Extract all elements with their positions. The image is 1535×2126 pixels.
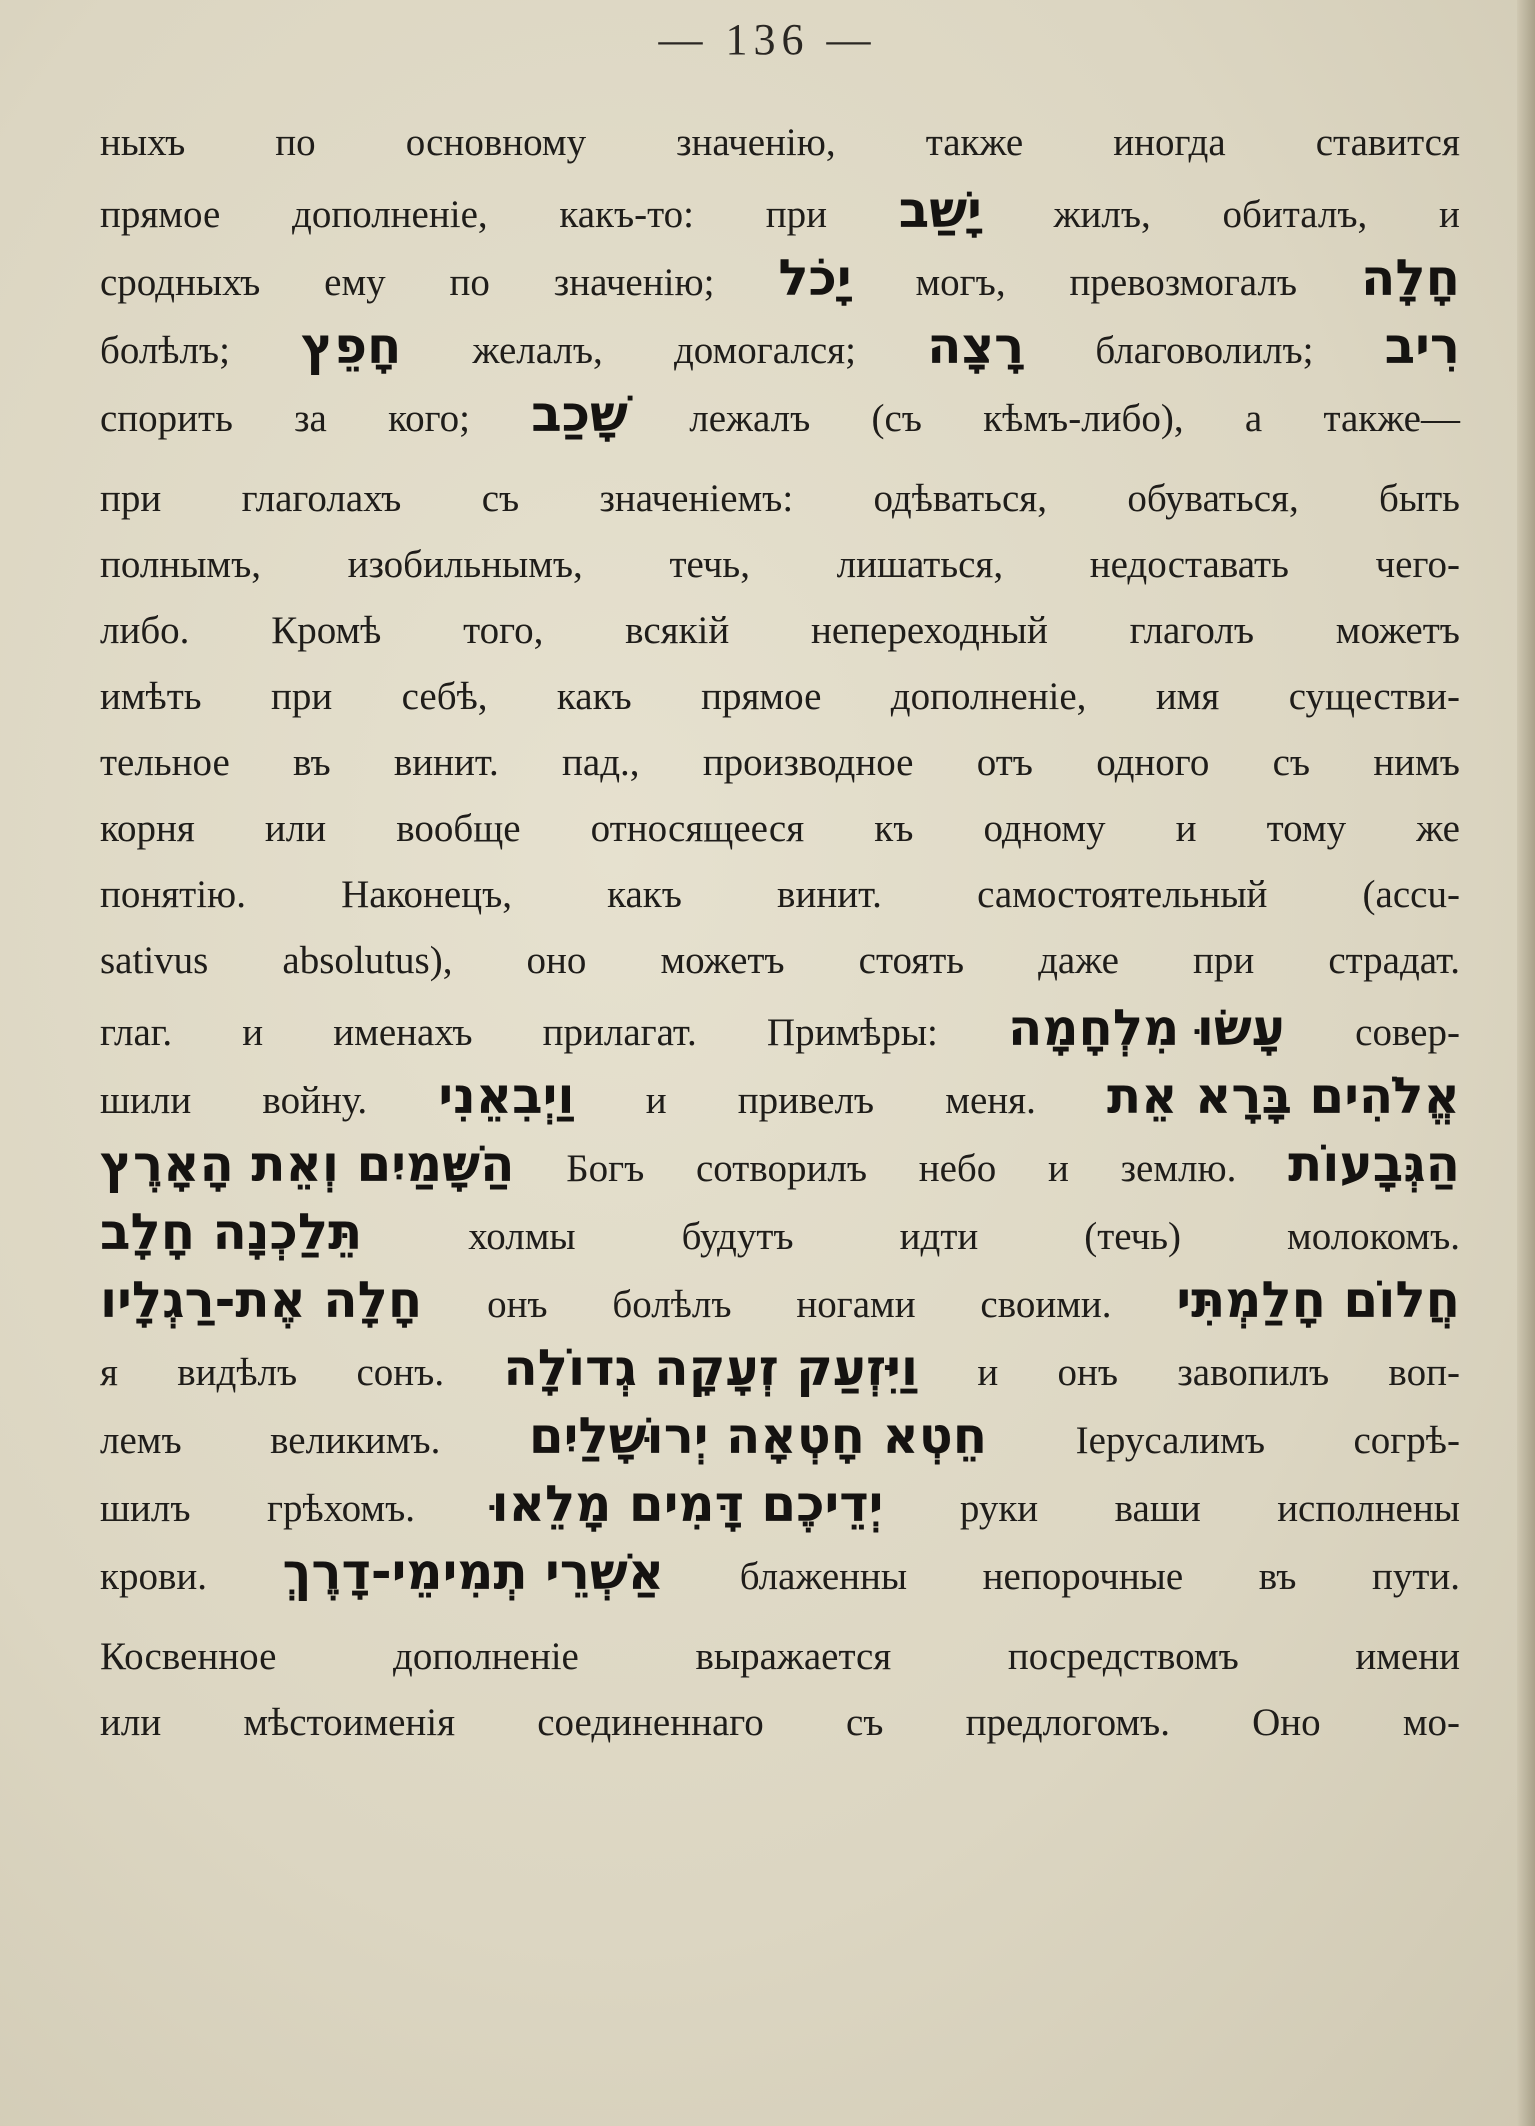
word: стоять [858,939,965,982]
word: прямое [701,675,822,718]
word: видѣлъ [177,1351,298,1394]
text-line [100,1470,1460,1538]
word: прилагат. [542,1011,697,1054]
hebrew-word: חָלָה [1360,249,1460,307]
word: грѣхомъ. [266,1487,416,1530]
text-line [100,244,1460,312]
text-line [100,1690,1460,1756]
word: крови. [100,1555,207,1598]
word: глаголъ [1129,609,1255,652]
word: (съ [871,397,922,440]
word: лишаться, [836,543,1004,586]
word: и [977,1351,999,1394]
word: либо. [100,609,190,652]
word: кѣмъ-либо), [983,397,1184,440]
word: согрѣ- [1353,1419,1460,1462]
word: а [1244,397,1263,440]
word: благоволилъ; [1095,329,1314,372]
hebrew-word: רָצָה [927,317,1025,375]
word: изобильнымъ, [347,543,583,586]
word: вообще [396,807,521,850]
hebrew-word: חֲלוֹם חָלַמְתִּי [1176,1271,1460,1329]
word: иногда [1113,121,1226,164]
word: и [242,1011,264,1054]
text-line [100,1266,1460,1334]
hebrew-word: חָלָה אֶת-רַגְלָיו [100,1271,423,1329]
word: будутъ [681,1215,794,1258]
word: кого; [388,397,470,440]
text-line [100,796,1460,862]
hebrew-word: חָפֵץ [301,317,402,375]
word: отъ [976,741,1033,784]
word: болѣлъ; [100,329,230,372]
word: и [645,1079,667,1122]
word: прямое [100,193,221,236]
word: даже [1038,939,1119,982]
text-line [100,862,1460,928]
hebrew-word: יָכֹל [778,249,852,307]
word: глаголахъ [241,477,402,520]
text-line [100,1334,1460,1402]
word: корня [100,807,195,850]
word: въ [1258,1555,1297,1598]
text-line [100,1402,1460,1470]
word: сотворилъ [696,1147,867,1190]
hebrew-word: הַשָּׁמַיִם וְאֵת הָאָרֶץ [100,1135,515,1193]
word: производное [702,741,914,784]
word: я [100,1351,118,1394]
word: того, [463,609,544,652]
text-line [100,110,1460,176]
word: недоставать [1089,543,1289,586]
word: всякій [625,609,730,652]
word: болѣлъ [612,1283,732,1326]
word: какъ-то: [559,193,694,236]
text-line [100,380,1460,448]
word: завопилъ [1177,1351,1330,1394]
word: холмы [468,1215,576,1258]
word: также [925,121,1024,164]
word: течь, [669,543,750,586]
word: воп- [1388,1351,1460,1394]
word: лемъ [100,1419,182,1462]
hebrew-word: אַשְׁרֵי תְמִימֵי-דָרֶךְ [282,1543,665,1601]
word: совер- [1355,1011,1460,1054]
word: же [1416,807,1460,850]
word: молокомъ. [1287,1215,1460,1258]
word: или [264,807,327,850]
text-line [100,466,1460,532]
word: (accu- [1362,873,1460,916]
word: absolutus), [282,939,453,982]
word: относящееся [590,807,805,850]
word: при [765,193,827,236]
word: полнымъ, [100,543,261,586]
word: исполнены [1277,1487,1460,1530]
word: чего- [1375,543,1460,586]
word: какъ [607,873,682,916]
word: выражается [695,1635,892,1678]
hebrew-word: רִיב [1384,317,1460,375]
word: блаженны [739,1555,908,1598]
word: сродныхъ [100,261,261,304]
word: и [1175,807,1197,850]
word: себѣ, [401,675,488,718]
word: дополненіе, [890,675,1087,718]
word: руки [959,1487,1039,1530]
word: при [270,675,333,718]
word: Кромѣ [271,609,382,652]
word: шилъ [100,1487,191,1530]
word: одѣваться, [873,477,1047,520]
word: ныхъ [100,121,186,164]
word: при [1193,939,1255,982]
word: (течь) [1084,1215,1182,1258]
word: обиталъ, [1222,193,1368,236]
word: какъ [556,675,632,718]
word: ему [324,261,386,304]
word: за [294,397,327,440]
word: именахъ [333,1011,473,1054]
word: значеніемъ: [599,477,794,520]
word: непереходный [810,609,1048,652]
word: онъ [1057,1351,1119,1394]
word: при [100,477,162,520]
word: ваши [1114,1487,1201,1530]
text-line [100,994,1460,1062]
page-edge [1517,0,1535,2126]
word: домогался; [673,329,856,372]
text-line [100,730,1460,796]
hebrew-word: חֵטְא חָטְאָה יְרוּשָׁלַיִם [528,1407,988,1465]
hebrew-word: הַגְּבָעוֹת [1288,1135,1460,1193]
word: можетъ [660,939,785,982]
word: съ [481,477,520,520]
word: превозмогалъ [1069,261,1298,304]
word: онъ [487,1283,548,1326]
word: спорить [100,397,233,440]
word: посредствомъ [1007,1635,1239,1678]
word: землю. [1120,1147,1237,1190]
word: существи- [1288,675,1460,718]
hebrew-word: יְדֵיכֶם דָּמִים מָלֵאוּ [491,1475,884,1533]
word: ставится [1315,121,1460,164]
word: тельное [100,741,230,784]
word: Оно [1252,1701,1321,1744]
word: непорочные [982,1555,1184,1598]
word: sativus [100,939,209,982]
word: можетъ [1335,609,1460,652]
hebrew-word: תֵּלַכְנָה חָלָב [100,1203,363,1261]
word: одного [1096,741,1210,784]
word: глаг. [100,1011,173,1054]
word: по [449,261,490,304]
word: съ [845,1701,884,1744]
word: основному [405,121,587,164]
word: по [275,121,316,164]
word: страдат. [1328,939,1460,982]
word: имени [1355,1635,1460,1678]
word: Косвенное [100,1635,277,1678]
word: ногами [796,1283,916,1326]
page-number: — 136 — [658,15,877,64]
word: винит. [393,741,499,784]
word: идти [899,1215,979,1258]
word: нимъ [1373,741,1460,784]
word: Наконецъ, [341,873,512,916]
word: имя [1155,675,1220,718]
text-line [100,532,1460,598]
word: или [100,1701,162,1744]
word: Примѣры: [766,1011,938,1054]
word: лежалъ [689,397,811,440]
hebrew-word: שָׁכַב [531,385,628,443]
word: своими. [980,1283,1112,1326]
word: могъ, [915,261,1006,304]
body-text [100,110,1460,1756]
hebrew-word: יָשַׁב [898,181,982,239]
word: привелъ [737,1079,875,1122]
word: пад., [562,741,640,784]
word: быть [1379,477,1460,520]
word: дополненіе [393,1635,579,1678]
text-line [100,664,1460,730]
text-line [100,598,1460,664]
word: тому [1266,807,1347,850]
word: имѣть [100,675,202,718]
word: и [1439,193,1460,236]
word: въ [293,741,331,784]
word: обуваться, [1127,477,1299,520]
hebrew-word: וַיְבִאֵנִי [438,1067,575,1125]
word: самостоятельный [977,873,1268,916]
word: соединеннаго [537,1701,764,1744]
text-line [100,1538,1460,1606]
text-line [100,1062,1460,1130]
hebrew-word: עָשׂוּ מִלְחָמָה [1007,999,1286,1057]
word: съ [1272,741,1311,784]
word: одному [983,807,1106,850]
word: значенію; [553,261,715,304]
word: винит. [777,873,882,916]
word: жилъ, [1053,193,1151,236]
word: Іерусалимъ [1075,1419,1266,1462]
word: значенію, [676,121,836,164]
text-line [100,312,1460,380]
hebrew-word: וַיִּזְעַק זְעָקָה גְדוֹלָה [503,1339,919,1397]
word: оно [526,939,587,982]
word: Богъ [566,1147,645,1190]
word: пути. [1371,1555,1460,1598]
word: къ [874,807,914,850]
word: мо- [1402,1701,1460,1744]
word: мѣстоименія [243,1701,456,1744]
word: предлогомъ. [965,1701,1170,1744]
word: дополненіе, [292,193,488,236]
word: великимъ. [270,1419,441,1462]
text-line [100,1624,1460,1690]
word: и [1048,1147,1069,1190]
word: сонъ. [356,1351,445,1394]
text-line [100,176,1460,244]
word: также— [1323,397,1460,440]
word: понятію. [100,873,246,916]
text-line [100,1130,1460,1198]
word: небо [918,1147,997,1190]
word: шили [100,1079,192,1122]
text-line [100,928,1460,994]
word: меня. [945,1079,1036,1122]
hebrew-word: אֱלֹהִים בָּרָא אֵת [1107,1067,1460,1125]
word: войну. [262,1079,368,1122]
word: желалъ, [472,329,603,372]
text-line [100,1198,1460,1266]
